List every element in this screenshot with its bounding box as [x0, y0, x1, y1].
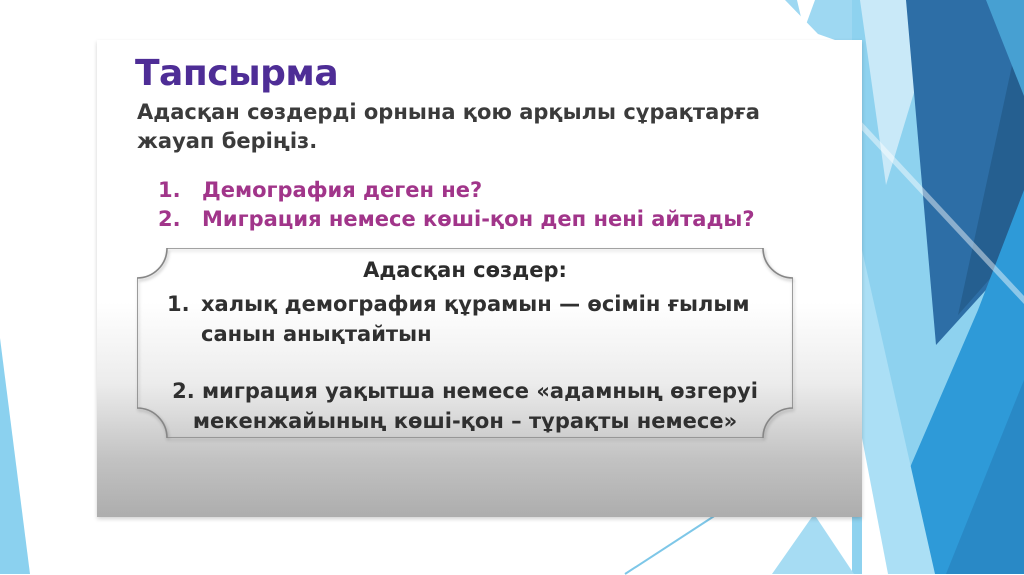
question-number: 1.	[158, 178, 181, 202]
item-line: санын анықтайтын	[201, 322, 432, 346]
item-line-text: миграция уақытша немесе «адамның өзгеруі	[201, 379, 758, 403]
item-line: мекенжайының көші-қон – тұрақты немесе»	[192, 409, 738, 433]
item-line: халық демография құрамын — өсімін ғылым	[201, 292, 750, 316]
subtitle-line: Адасқан сөздерді орнына қою арқылы сұрақтарға	[137, 100, 760, 124]
box-heading: Адасқан сөздер:	[363, 258, 567, 282]
question-item	[158, 205, 755, 234]
question-list	[158, 176, 755, 234]
item-text	[201, 289, 750, 349]
box-item	[137, 376, 793, 436]
question-text: Демография деген не?	[202, 178, 483, 202]
box-item	[167, 289, 750, 349]
item-line	[137, 376, 793, 406]
bg-thin-diagonal-line	[624, 515, 714, 574]
subtitle-line: жауап беріңіз.	[137, 129, 318, 153]
question-text: Миграция немесе көші-қон деп нені айтады?	[202, 207, 755, 231]
question-item	[158, 176, 755, 205]
slide-subtitle	[137, 98, 760, 156]
item-number: 2.	[172, 379, 195, 403]
page-title: Тапсырма	[135, 53, 339, 94]
slide-card	[97, 40, 862, 517]
question-number: 2.	[158, 207, 181, 231]
item-number: 1.	[167, 292, 190, 316]
missing-words-box	[137, 248, 793, 438]
